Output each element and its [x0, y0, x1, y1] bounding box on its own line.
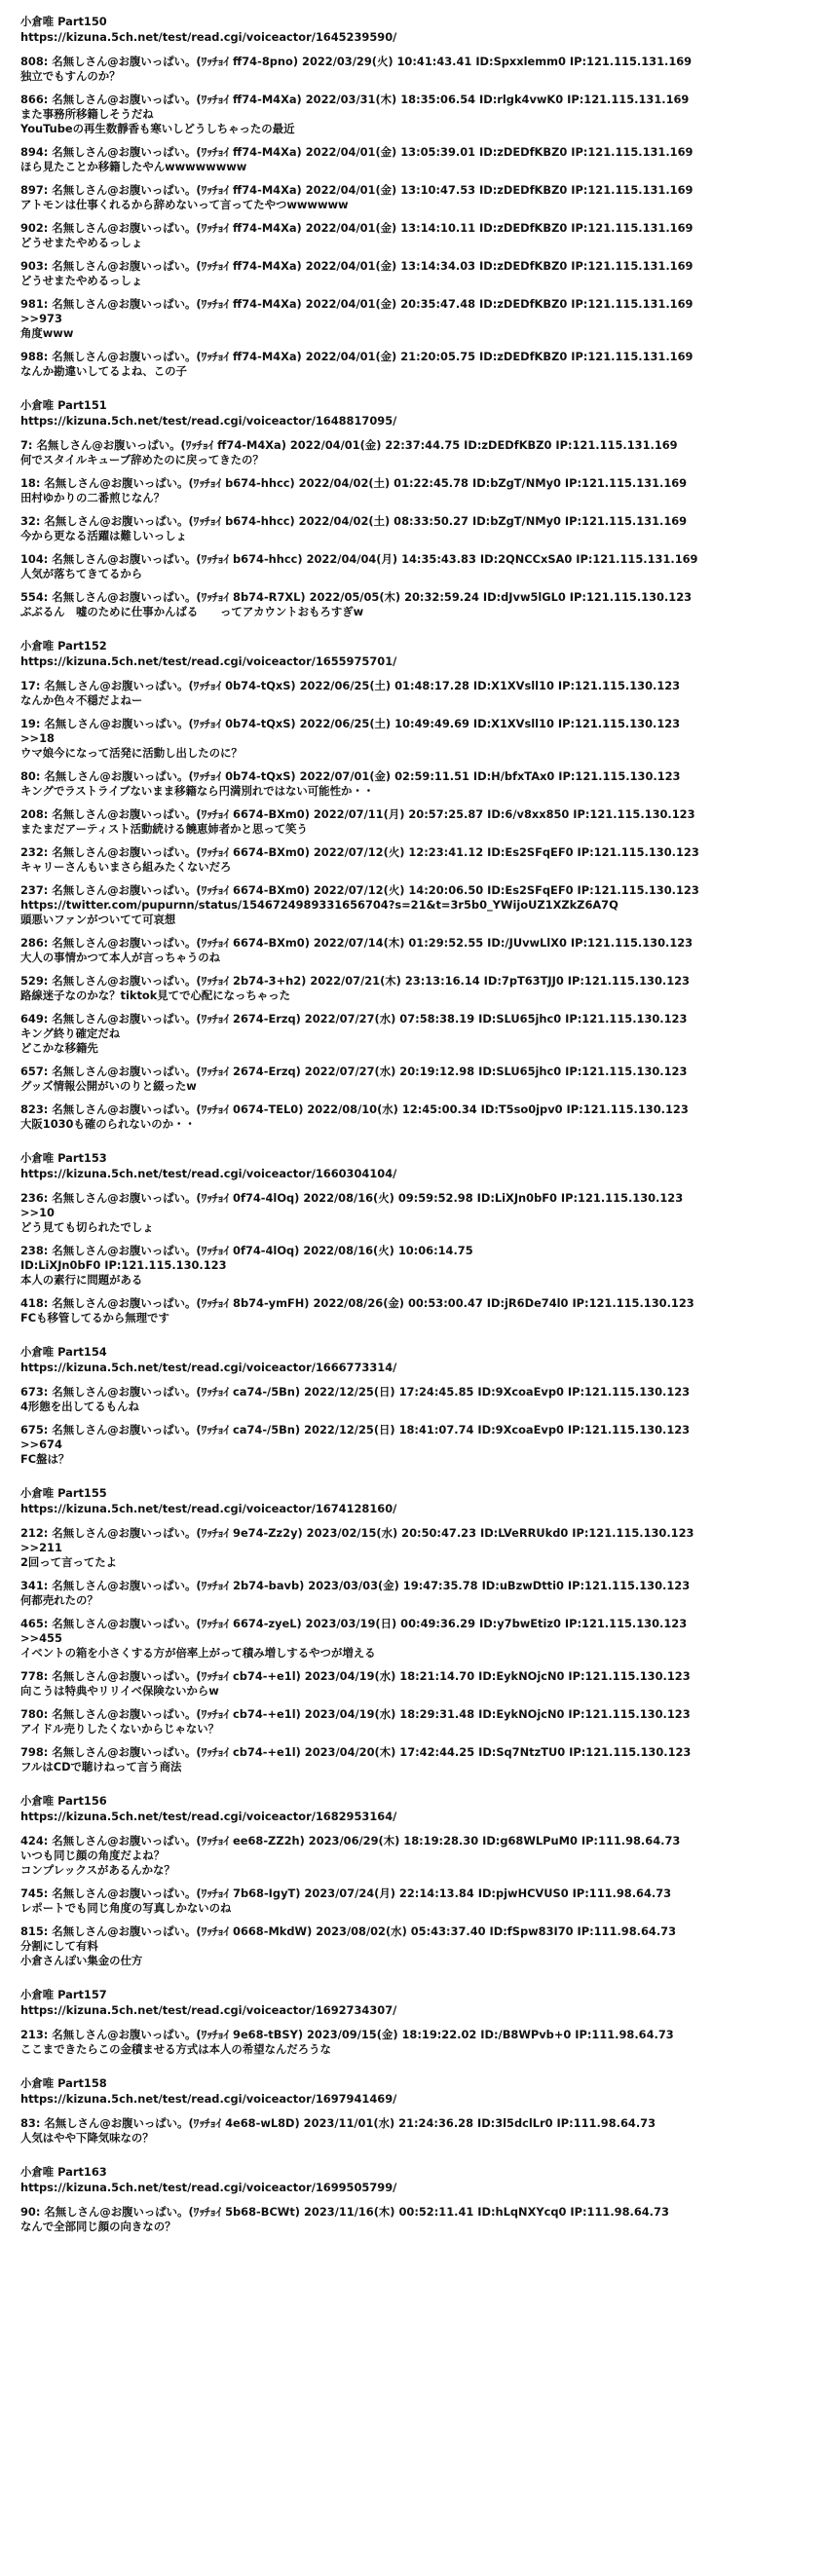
post	[20, 769, 806, 799]
post-header: 286: 名無しさん@お腹いっぱい。(ﾜｯﾁｮｲ 6674-BXm0) 2022/07/14(木) 01:29:52.55 ID:/JUvwLlX0 IP:121.115.130.123	[20, 936, 694, 950]
thread-section	[20, 2164, 806, 2234]
post-header: 237: 名無しさん@お腹いっぱい。(ﾜｯﾁｮｲ 6674-BXm0) 2022/07/12(火) 14:20:06.50 ID:Es2SFqEF0 IP:121.115.130.123	[20, 883, 699, 897]
post-body	[20, 2042, 806, 2057]
post-body-line: FC盤は？	[20, 1452, 70, 1466]
post	[20, 1834, 806, 1878]
thread-url: https://kizuna.5ch.net/test/read.cgi/voiceactor/1648817095/	[20, 414, 397, 428]
thread-title: 小倉唯 Part158	[20, 2076, 107, 2090]
post-body-line: グッズ情報公開がいのりと綴ったw	[20, 1079, 197, 1093]
post-body	[20, 1760, 806, 1774]
post-body	[20, 107, 806, 136]
post-body	[20, 784, 806, 799]
post-header: 554: 名無しさん@お腹いっぱい。(ﾜｯﾁｮｲ 8b74-R7XL) 2022/05/05(木) 20:32:59.24 ID:dJvw5lGL0 IP:121.115.130.123	[20, 590, 693, 604]
post-header: 238: 名無しさん@お腹いっぱい。(ﾜｯﾁｮｲ 0f74-4lOq) 2022/08/16(火) 10:06:14.75	[20, 1244, 473, 1257]
post	[20, 1924, 806, 1968]
post-body-line: また事務所移籍しそうだね	[20, 107, 154, 121]
post-body	[20, 1722, 806, 1736]
thread-url: https://kizuna.5ch.net/test/read.cgi/voiceactor/1674128160/	[20, 1502, 397, 1515]
post	[20, 297, 806, 341]
thread-section	[20, 2075, 806, 2146]
post	[20, 1296, 806, 1325]
post-header: 745: 名無しさん@お腹いっぱい。(ﾜｯﾁｮｲ 7b68-IgyT) 2023/07/24(月) 22:14:13.84 ID:pjwHCVUS0 IP:111.98.64.73	[20, 1886, 672, 1900]
post-body-line: 小倉さんぽい集金の仕方	[20, 1954, 143, 1967]
post	[20, 1423, 806, 1467]
post-body-line: いつも同じ顔の角度だよね？	[20, 1848, 166, 1862]
post	[20, 1191, 806, 1235]
post-body	[20, 274, 806, 288]
post-body-line: >>455	[20, 1631, 62, 1645]
post-body	[20, 491, 806, 505]
post-body-line: どうせまたやめるっしょ	[20, 274, 143, 287]
post-body	[20, 1206, 806, 1235]
post-body-line: 人気が落ちてきてるから	[20, 567, 143, 580]
post-body	[20, 693, 806, 708]
post-body	[20, 453, 806, 467]
post-body-line: >>674	[20, 1437, 62, 1451]
post-body-line: 人気はやや下降気味なの？	[20, 2131, 154, 2145]
post-body-line: アトモンは仕事くれるから辞めないって言ってたやつwwwwww	[20, 198, 349, 211]
thread-title: 小倉唯 Part153	[20, 1151, 107, 1165]
post-body	[20, 364, 806, 379]
post-body-line: 何都売れたの？	[20, 1593, 98, 1607]
post-body-line: またまだアーティスト活動続ける饒恵姉者かと思って笑う	[20, 822, 308, 836]
post-body-line: コンプレックスがあるんかな？	[20, 1863, 175, 1877]
post-body	[20, 2131, 806, 2146]
post-header: 675: 名無しさん@お腹いっぱい。(ﾜｯﾁｮｲ ca74-/5Bn) 2022/12/25(日) 18:41:07.74 ID:9XcoaEvp0 IP:121.115.130.123	[20, 1423, 691, 1437]
post-body-line: 分割にして有料	[20, 1939, 98, 1953]
post-body	[20, 198, 806, 212]
post-header: 823: 名無しさん@お腹いっぱい。(ﾜｯﾁｮｲ 0674-TEL0) 2022/08/10(水) 12:45:00.34 ID:T5so0jpv0 IP:121.115.130.123	[20, 1102, 689, 1116]
thread-title: 小倉唯 Part157	[20, 1988, 107, 2001]
post	[20, 883, 806, 927]
post-header: 232: 名無しさん@お腹いっぱい。(ﾜｯﾁｮｲ 6674-BXm0) 2022/07/12(火) 12:23:41.12 ID:Es2SFqEF0 IP:121.115.130.123	[20, 845, 699, 859]
post-body-line: 何でスタイルキューブ辞めたのに戻ってきたの？	[20, 453, 264, 467]
post-body-line: どこかな移籍先	[20, 1041, 98, 1055]
post-body-line: レポートでも同じ角度の写真しかないのね	[20, 1901, 232, 1915]
post	[20, 1617, 806, 1661]
thread-section	[20, 1793, 806, 1968]
post	[20, 145, 806, 174]
thread-url: https://kizuna.5ch.net/test/read.cgi/voiceactor/1692734307/	[20, 2003, 397, 2017]
post-header: 83: 名無しさん@お腹いっぱい。(ﾜｯﾁｮｲ 4e68-wL8D) 2023/11/01(水) 21:24:36.28 ID:3l5dclLr0 IP:111.98.64.73	[20, 2116, 656, 2130]
post-body-line: FCも移管してるから無理です	[20, 1311, 169, 1325]
post-header: 90: 名無しさん@お腹いっぱい。(ﾜｯﾁｮｲ 5b68-BCWt) 2023/11/16(木) 00:52:11.41 ID:hLqNXYcq0 IP:111.98.64.73	[20, 2205, 669, 2219]
post	[20, 807, 806, 837]
post-header: 780: 名無しさん@お腹いっぱい。(ﾜｯﾁｮｲ cb74-+e1l) 2023/04/19(水) 18:29:31.48 ID:EykNOjcN0 IP:121.115.130.123	[20, 1707, 691, 1721]
post	[20, 1064, 806, 1094]
post-body-line: >>211	[20, 1541, 62, 1554]
post-body-line: >>18	[20, 731, 55, 745]
thread-url: https://kizuna.5ch.net/test/read.cgi/voiceactor/1682953164/	[20, 1810, 397, 1823]
thread-title: 小倉唯 Part150	[20, 15, 107, 28]
post	[20, 936, 806, 965]
post-body	[20, 951, 806, 965]
post	[20, 350, 806, 379]
post-body-line: 今から更なる活躍は難しいっしょ	[20, 529, 187, 542]
post	[20, 679, 806, 708]
post-body-line: どうせまたやめるっしょ	[20, 236, 143, 249]
post-header: 341: 名無しさん@お腹いっぱい。(ﾜｯﾁｮｲ 2b74-bavb) 2023/03/03(金) 19:47:35.78 ID:uBzwDtti0 IP:121.115.130.123	[20, 1579, 691, 1592]
post-header: 18: 名無しさん@お腹いっぱい。(ﾜｯﾁｮｲ b674-hhcc) 2022/04/02(土) 01:22:45.78 ID:bZgT/NMy0 IP:121.115.131.169	[20, 476, 688, 490]
post	[20, 845, 806, 875]
post-body-line: ここまできたらこの金積ませる方式は本人の希望なんだろうな	[20, 2042, 331, 2056]
post-body	[20, 822, 806, 837]
post-header: 903: 名無しさん@お腹いっぱい。(ﾜｯﾁｮｲ ff74-M4Xa) 2022/04/01(金) 13:14:34.03 ID:zDEDfKBZ0 IP:121.115.131.169	[20, 259, 694, 273]
post-body-line: 角度www	[20, 326, 74, 340]
post	[20, 1579, 806, 1608]
thread-title: 小倉唯 Part156	[20, 1794, 107, 1808]
post-body-line: ほら見たことか移籍したやんwwwwwwww	[20, 160, 247, 173]
post	[20, 590, 806, 619]
post-header: 208: 名無しさん@お腹いっぱい。(ﾜｯﾁｮｲ 6674-BXm0) 2022/07/11(月) 20:57:25.87 ID:6/v8xx850 IP:121.115.130.123	[20, 807, 695, 821]
post	[20, 1244, 806, 1288]
post-body-line: ウマ娘今になって活発に活動し出したのに？	[20, 746, 243, 760]
post-header: 80: 名無しさん@お腹いっぱい。(ﾜｯﾁｮｲ 0b74-tQxS) 2022/07/01(金) 02:59:11.51 ID:H/bfxTAx0 IP:121.115.130.123	[20, 769, 681, 783]
post-body	[20, 160, 806, 174]
post-header: 815: 名無しさん@お腹いっぱい。(ﾜｯﾁｮｲ 0668-MkdW) 2023/08/02(水) 05:43:37.40 ID:fSpw83I70 IP:111.98.64.73	[20, 1924, 676, 1938]
post-body-line: なんか色々不穏だよねー	[20, 693, 143, 707]
post	[20, 514, 806, 543]
post-body	[20, 1400, 806, 1414]
post	[20, 55, 806, 84]
post-body	[20, 605, 806, 619]
thread-url: https://kizuna.5ch.net/test/read.cgi/voiceactor/1660304104/	[20, 1167, 397, 1180]
post-header: 529: 名無しさん@お腹いっぱい。(ﾜｯﾁｮｲ 2b74-3+h2) 2022/07/21(木) 23:13:16.14 ID:7pT63TJJ0 IP:121.115.130.123	[20, 974, 690, 988]
thread-section	[20, 638, 806, 1132]
post	[20, 2028, 806, 2057]
post-body-line: 頭悪いファンがついてて可哀想	[20, 913, 176, 926]
post-body	[20, 312, 806, 341]
post	[20, 93, 806, 136]
post-header: 649: 名無しさん@お腹いっぱい。(ﾜｯﾁｮｲ 2674-Erzq) 2022/07/27(水) 07:58:38.19 ID:SLU65jhc0 IP:121.115.130.123	[20, 1012, 688, 1026]
post-body-line: ID:LiXJn0bF0 IP:121.115.130.123	[20, 1258, 227, 1272]
post-body	[20, 1684, 806, 1699]
post-header: 897: 名無しさん@お腹いっぱい。(ﾜｯﾁｮｲ ff74-M4Xa) 2022/04/01(金) 13:10:47.53 ID:zDEDfKBZ0 IP:121.115.131.169	[20, 183, 694, 197]
post-body	[20, 989, 806, 1003]
post	[20, 552, 806, 581]
post-body	[20, 1593, 806, 1608]
post-body-line: イベントの箱を小さくする方が倍率上がって積み増しするやつが増える	[20, 1646, 376, 1660]
post	[20, 221, 806, 250]
post-header: 424: 名無しさん@お腹いっぱい。(ﾜｯﾁｮｲ ee68-ZZ2h) 2023/06/29(木) 18:19:28.30 ID:g68WLPuM0 IP:111.98.64.73	[20, 1834, 681, 1848]
thread-url: https://kizuna.5ch.net/test/read.cgi/voiceactor/1655975701/	[20, 654, 397, 668]
post	[20, 183, 806, 212]
thread-title: 小倉唯 Part152	[20, 639, 107, 653]
post-header: 673: 名無しさん@お腹いっぱい。(ﾜｯﾁｮｲ ca74-/5Bn) 2022/12/25(日) 17:24:45.85 ID:9XcoaEvp0 IP:121.115.130.123	[20, 1385, 691, 1399]
post	[20, 1669, 806, 1699]
post	[20, 2116, 806, 2146]
post-header: 213: 名無しさん@お腹いっぱい。(ﾜｯﾁｮｲ 9e68-tBSY) 2023/09/15(金) 18:19:22.02 ID:/B8WPvb+0 IP:111.98.64.73	[20, 2028, 674, 2041]
post	[20, 1012, 806, 1056]
post	[20, 438, 806, 467]
post	[20, 974, 806, 1003]
post-body	[20, 236, 806, 250]
post-body-line: >>973	[20, 312, 62, 325]
post-header: 902: 名無しさん@お腹いっぱい。(ﾜｯﾁｮｲ ff74-M4Xa) 2022/04/01(金) 13:14:10.11 ID:zDEDfKBZ0 IP:121.115.131.169	[20, 221, 694, 235]
post-header: 32: 名無しさん@お腹いっぱい。(ﾜｯﾁｮｲ b674-hhcc) 2022/04/02(土) 08:33:50.27 ID:bZgT/NMy0 IP:121.115.131.169	[20, 514, 688, 528]
post-body	[20, 1258, 806, 1288]
post-body-line: 本人の素行に問題がある	[20, 1273, 143, 1287]
post-body-line: アイドル売りしたくないからじゃない？	[20, 1722, 220, 1736]
post-header: 808: 名無しさん@お腹いっぱい。(ﾜｯﾁｮｲ ff74-8pno) 2022/03/29(火) 10:41:43.41 ID:Spxxlemm0 IP:121.115.131.169	[20, 55, 693, 68]
post	[20, 2205, 806, 2234]
post-body-line: キャリーさんもいまさら組みたくないだろ	[20, 860, 232, 874]
post-header: 104: 名無しさん@お腹いっぱい。(ﾜｯﾁｮｲ b674-hhcc) 2022/04/04(月) 14:35:43.83 ID:2QNCCxSA0 IP:121.115.131.169	[20, 552, 698, 566]
post	[20, 717, 806, 761]
thread-title: 小倉唯 Part163	[20, 2165, 107, 2179]
post-header: 19: 名無しさん@お腹いっぱい。(ﾜｯﾁｮｲ 0b74-tQxS) 2022/06/25(土) 10:49:49.69 ID:X1XVsll10 IP:121.115.130.123	[20, 717, 681, 730]
post-body	[20, 1311, 806, 1325]
post-body-line: 2回って言ってたよ	[20, 1555, 118, 1569]
thread-title: 小倉唯 Part151	[20, 398, 107, 412]
post-header: 212: 名無しさん@お腹いっぱい。(ﾜｯﾁｮｲ 9e74-Zz2y) 2023/02/15(水) 20:50:47.23 ID:LVeRRUkd0 IP:121.115.130.123	[20, 1526, 694, 1540]
post-body	[20, 529, 806, 543]
post-header: 7: 名無しさん@お腹いっぱい。(ﾜｯﾁｮｲ ff74-M4Xa) 2022/04/01(金) 22:37:44.75 ID:zDEDfKBZ0 IP:121.115.131.169	[20, 438, 678, 452]
post	[20, 1102, 806, 1132]
post-body	[20, 2220, 806, 2234]
post-body	[20, 1117, 806, 1132]
post-body	[20, 731, 806, 761]
post	[20, 476, 806, 505]
post-header: 981: 名無しさん@お腹いっぱい。(ﾜｯﾁｮｲ ff74-M4Xa) 2022/04/01(金) 20:35:47.48 ID:zDEDfKBZ0 IP:121.115.131.169	[20, 297, 694, 311]
post-body-line: YouTubeの再生数靜香も寒いしどうしちゃったの最近	[20, 122, 295, 135]
post-body	[20, 1437, 806, 1467]
post-body-line: 大人の事情かつて本人が言っちゃうのね	[20, 951, 221, 964]
post-body-line: https://twitter.com/pupurnn/status/1546724989331656704?s=21&t=3r5b0_YWijoUZ1XZkZ6A7Q	[20, 898, 619, 912]
post-body	[20, 1027, 806, 1056]
post-header: 236: 名無しさん@お腹いっぱい。(ﾜｯﾁｮｲ 0f74-4lOq) 2022/08/16(火) 09:59:52.98 ID:LiXJn0bF0 IP:121.115.130.123	[20, 1191, 684, 1205]
post-header: 894: 名無しさん@お腹いっぱい。(ﾜｯﾁｮｲ ff74-M4Xa) 2022/04/01(金) 13:05:39.01 ID:zDEDfKBZ0 IP:121.115.131.169	[20, 145, 694, 159]
post	[20, 1886, 806, 1916]
post-header: 866: 名無しさん@お腹いっぱい。(ﾜｯﾁｮｲ ff74-M4Xa) 2022/03/31(木) 18:35:06.54 ID:rlgk4vwK0 IP:121.115.131.169	[20, 93, 690, 106]
post-body	[20, 1541, 806, 1570]
post-body-line: 向こうは特典やリリイベ保険ないからw	[20, 1684, 219, 1698]
thread-url: https://kizuna.5ch.net/test/read.cgi/voiceactor/1697941469/	[20, 2092, 397, 2106]
post-body-line: なんで全部同じ顔の向きなの？	[20, 2220, 176, 2233]
post-header: 798: 名無しさん@お腹いっぱい。(ﾜｯﾁｮｲ cb74-+e1l) 2023/04/20(木) 17:42:44.25 ID:Sq7NtzTU0 IP:121.115.130.123	[20, 1745, 692, 1759]
thread-section	[20, 1150, 806, 1325]
post-body-line: キング終り確定だね	[20, 1027, 121, 1040]
thread-url: https://kizuna.5ch.net/test/read.cgi/voiceactor/1645239590/	[20, 30, 397, 44]
post-body-line: なんか勘違いしてるよね、この子	[20, 364, 187, 378]
post-body	[20, 1848, 806, 1878]
post-body-line: 大阪1030も確のられないのか・・	[20, 1117, 196, 1131]
post-body	[20, 1079, 806, 1094]
post-body	[20, 1631, 806, 1661]
thread-section	[20, 1344, 806, 1467]
post-body-line: 独立でもすんのか？	[20, 69, 121, 83]
post-body-line: 田村ゆかりの二番煎じなん？	[20, 491, 166, 504]
post-body	[20, 898, 806, 927]
post-body-line: 路線迷子なのかな？tiktok見てで心配になっちゃった	[20, 989, 290, 1002]
post-header: 418: 名無しさん@お腹いっぱい。(ﾜｯﾁｮｲ 8b74-ymFH) 2022/08/26(金) 00:53:00.47 ID:jR6De74l0 IP:121.115.130.123	[20, 1296, 694, 1310]
thread-title: 小倉唯 Part155	[20, 1486, 107, 1500]
post-body	[20, 567, 806, 581]
post-header: 465: 名無しさん@お腹いっぱい。(ﾜｯﾁｮｲ 6674-zyeL) 2023/03/19(日) 00:49:36.29 ID:y7bwEtiz0 IP:121.115.130.123	[20, 1617, 688, 1630]
post-header: 778: 名無しさん@お腹いっぱい。(ﾜｯﾁｮｲ cb74-+e1l) 2023/04/19(水) 18:21:14.70 ID:EykNOjcN0 IP:121.115.130.123	[20, 1669, 691, 1683]
thread-section	[20, 1987, 806, 2057]
post-body-line: フルはCDで聴けねって言う商法	[20, 1760, 182, 1773]
post-header: 17: 名無しさん@お腹いっぱい。(ﾜｯﾁｮｲ 0b74-tQxS) 2022/06/25(土) 01:48:17.28 ID:X1XVsll10 IP:121.115.130.123	[20, 679, 681, 692]
post-body-line: ぶぶるん 嘘のために仕事かんばる ってアカウントおもろすぎw	[20, 605, 364, 618]
post-body-line: どう見ても切られたでしょ	[20, 1220, 154, 1234]
post-body	[20, 69, 806, 84]
thread-title: 小倉唯 Part154	[20, 1345, 107, 1359]
thread-url: https://kizuna.5ch.net/test/read.cgi/voiceactor/1699505799/	[20, 2181, 397, 2194]
post	[20, 1526, 806, 1570]
post	[20, 259, 806, 288]
post	[20, 1745, 806, 1774]
post-body-line: >>10	[20, 1206, 55, 1219]
post-header: 657: 名無しさん@お腹いっぱい。(ﾜｯﾁｮｲ 2674-Erzq) 2022/07/27(水) 20:19:12.98 ID:SLU65jhc0 IP:121.115.130.123	[20, 1064, 688, 1078]
thread-url: https://kizuna.5ch.net/test/read.cgi/voiceactor/1666773314/	[20, 1361, 397, 1374]
post	[20, 1385, 806, 1414]
post-body	[20, 1901, 806, 1916]
thread-section	[20, 14, 806, 379]
post-body-line: キングでラストライブないまま移籍なら円満別れではない可能性か・・	[20, 784, 375, 798]
post-body-line: 4形態を出してるもんね	[20, 1400, 139, 1413]
post	[20, 1707, 806, 1736]
thread-section	[20, 1485, 806, 1774]
post-header: 988: 名無しさん@お腹いっぱい。(ﾜｯﾁｮｲ ff74-M4Xa) 2022/04/01(金) 21:20:05.75 ID:zDEDfKBZ0 IP:121.115.131.169	[20, 350, 694, 363]
thread-section	[20, 397, 806, 619]
post-body	[20, 860, 806, 875]
post-body	[20, 1939, 806, 1968]
